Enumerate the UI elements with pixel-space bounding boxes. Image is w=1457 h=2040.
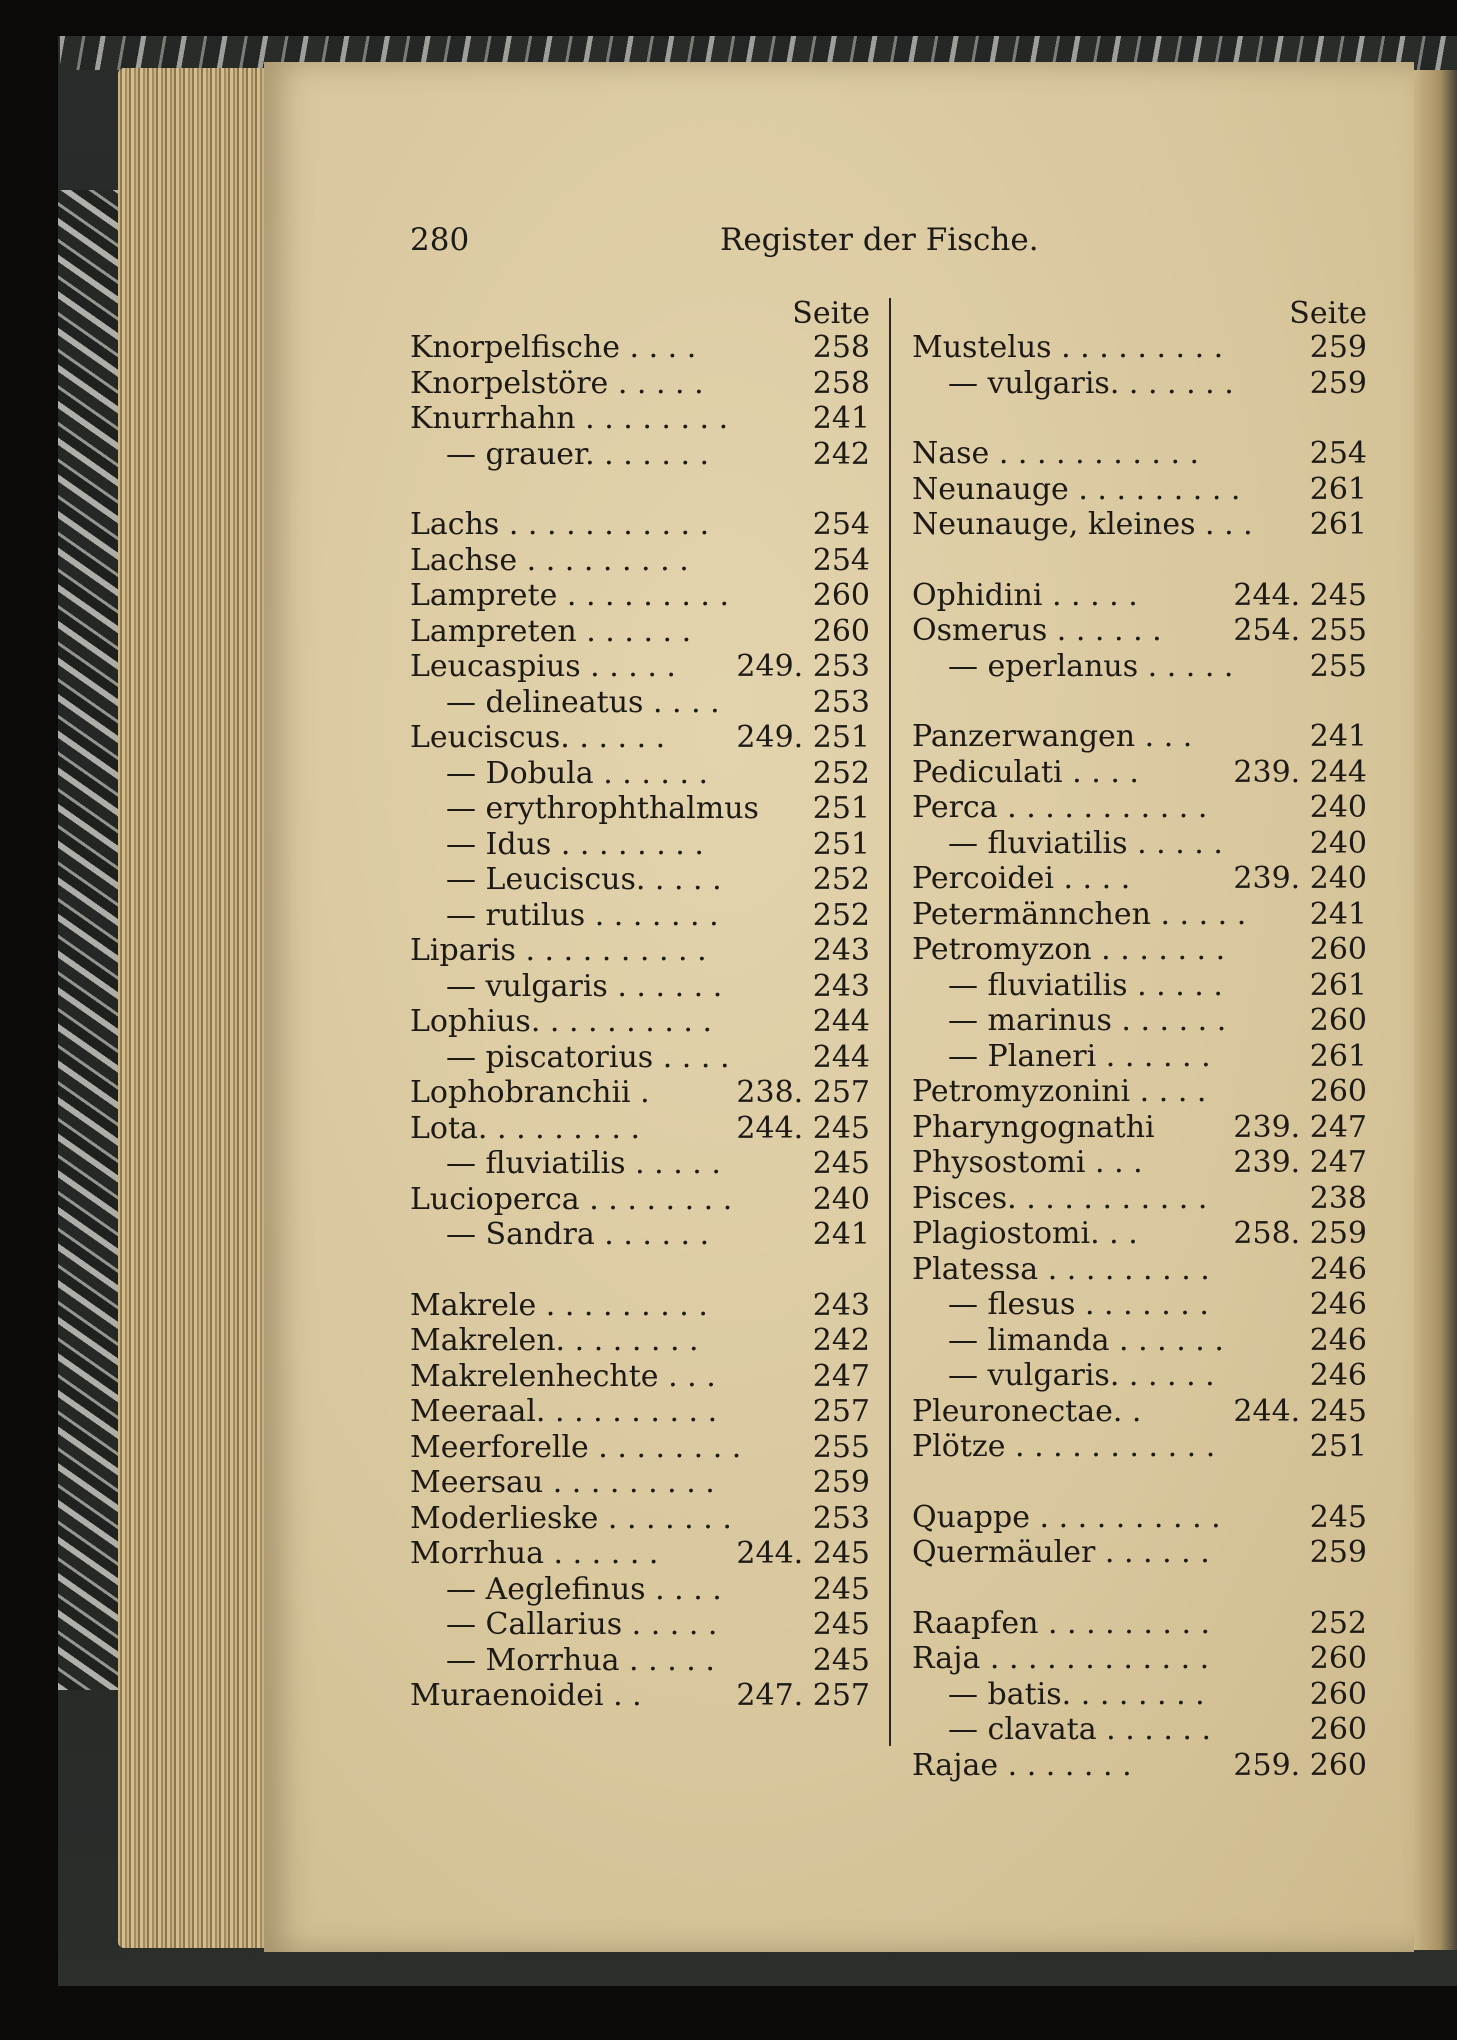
index-entry [410,1430,870,1466]
index-entry [912,790,1367,826]
entry-term: — piscatorius . . . . [446,1039,730,1075]
index-entry [912,968,1367,1004]
index-entry [410,437,870,473]
column-header [410,296,870,330]
index-entry [912,1181,1367,1217]
entry-term: — eperlanus . . . . . [948,648,1234,684]
entry-page-ref: 241 [1309,896,1367,932]
entry-page-ref: 259 [812,1465,870,1500]
index-entry [410,1004,870,1040]
index-entry [410,1146,870,1182]
index-entry [912,1074,1367,1110]
entry-term: Nase . . . . . . . . . . . [912,436,1200,471]
index-entry [410,1572,870,1608]
entry-page-ref: 240 [812,1181,870,1217]
entry-term: — Leuciscus. . . . . [446,862,722,897]
entry-term: Meeraal. . . . . . . . . . [410,1394,718,1429]
index-entry [912,1500,1367,1536]
index-entry [410,1501,870,1537]
entry-page-ref: 239. 240 [1233,861,1367,896]
column-header [912,296,1367,330]
entry-page-ref: 249. 253 [736,649,870,684]
entry-page-ref: 245 [1309,1499,1367,1535]
entry-page-ref: 259 [1309,330,1367,365]
entry-page-ref: 259 [1309,365,1367,401]
index-entry [410,1288,870,1324]
index-entry [410,507,870,543]
index-entry [410,756,870,792]
entry-term: Petromyzon . . . . . . . [912,932,1226,967]
entry-term: Perca . . . . . . . . . . . [912,790,1208,825]
entry-page-ref: 241 [1309,719,1367,754]
entry-page-ref: 252 [812,755,870,791]
entry-term: Pleuronectae. . [912,1393,1142,1429]
entry-term: Makrelenhechte . . . [410,1358,716,1394]
entry-page-ref: 258. 259 [1233,1216,1367,1251]
entry-term: Panzerwangen . . . [912,719,1193,754]
index-entry [912,1323,1367,1359]
index-entry [410,1536,870,1572]
entry-term: — vulgaris . . . . . . [446,968,723,1004]
index-entry [410,1465,870,1501]
entry-page-ref: 243 [812,968,870,1004]
index-entry [410,1040,870,1076]
entry-page-ref: 257 [812,1394,870,1429]
entry-page-ref: 254. 255 [1233,613,1367,648]
entry-page-ref: 247 [812,1358,870,1394]
entry-term: — Sandra . . . . . . [446,1217,710,1252]
entry-page-ref: 238. 257 [736,1075,870,1110]
entry-page-ref: 240 [1309,825,1367,861]
entry-page-ref: 255 [1309,648,1367,684]
index-entry [410,401,870,437]
entry-page-ref: 246 [1309,1322,1367,1358]
entry-page-ref: 245 [812,1642,870,1678]
index-entry [912,436,1367,472]
entry-page-ref: 244 [812,1039,870,1075]
entry-page-ref: 253 [812,1500,870,1536]
entry-page-ref: 258 [812,330,870,365]
index-entry [410,366,870,402]
entry-term: Lophius. . . . . . . . . . [410,1004,713,1039]
entry-term: Meersau . . . . . . . . . [410,1465,715,1500]
entry-page-ref: 252 [1309,1605,1367,1641]
entry-term: — erythrophthalmus [446,791,759,826]
index-entry [912,613,1367,649]
entry-page-ref: 240 [1309,790,1367,825]
entry-page-ref: 260 [1309,1641,1367,1676]
index-entry [912,1003,1367,1039]
index-entry [912,366,1367,402]
index-entry [912,755,1367,791]
index-entry [912,1429,1367,1465]
index-entry [410,543,870,579]
index-entry [912,507,1367,543]
index-entry [912,1712,1367,1748]
entry-term: Quappe . . . . . . . . . . [912,1499,1221,1535]
entry-term: — marinus . . . . . . [948,1003,1227,1038]
entry-page-ref: 242 [812,1323,870,1358]
entry-term: Moderlieske . . . . . . . [410,1500,732,1536]
entry-term: — Planeri . . . . . . [948,1038,1211,1074]
entry-page-ref: 260 [1309,1074,1367,1109]
index-entry [410,578,870,614]
entry-term: — fluviatilis . . . . . [948,825,1223,861]
entry-page-ref: 261 [1309,471,1367,507]
entry-term: Knorpelfische . . . . [410,330,697,365]
entry-page-ref: 259 [1309,1535,1367,1570]
entry-term: Petromyzonini . . . . [912,1074,1207,1109]
entry-page-ref: 239. 244 [1233,754,1367,790]
index-entry [410,933,870,969]
index-entry [912,649,1367,685]
index-entry [912,1110,1367,1146]
entry-term: Neunauge, kleines . . . [912,507,1253,542]
entry-page-ref: 260 [1309,1003,1367,1038]
entry-term: Petermännchen . . . . . [912,896,1247,932]
index-entry [912,1287,1367,1323]
entry-term: Lamprete . . . . . . . . . [410,578,730,613]
index-entry [410,649,870,685]
index-entry [410,1607,870,1643]
entry-term: — grauer. . . . . . . [446,436,710,472]
entry-term: — vulgaris. . . . . . [948,1358,1215,1393]
entry-term: Lachse . . . . . . . . . [410,542,689,578]
index-entry [410,1075,870,1111]
index-entry [912,1748,1367,1784]
entry-page-ref: 252 [812,897,870,933]
index-entry [912,1677,1367,1713]
index-entry [912,897,1367,933]
entry-term: — fluviatilis . . . . . [948,967,1223,1003]
entry-term: Plagiostomi. . . [912,1216,1138,1251]
entry-term: Leuciscus. . . . . . [410,720,666,755]
entry-term: Pediculati . . . . [912,754,1139,790]
entry-page-ref: 238 [1309,1180,1367,1216]
entry-term: Platessa . . . . . . . . . [912,1251,1210,1287]
index-entry [912,578,1367,614]
entry-term: Muraenoidei . . [410,1678,642,1713]
entry-page-ref: 255 [812,1429,870,1465]
index-entry [410,791,870,827]
entry-term: Morrhua . . . . . . [410,1536,659,1571]
entry-term: Meerforelle . . . . . . . . [410,1429,742,1465]
index-column-left [410,296,870,1714]
entry-term: — clavata . . . . . . [948,1712,1212,1747]
entry-term: Lota. . . . . . . . . [410,1110,641,1146]
entry-page-ref: 245 [812,1146,870,1181]
index-entry [912,932,1367,968]
entry-page-ref: 245 [812,1607,870,1642]
entry-term: — limanda . . . . . . [948,1322,1224,1358]
entry-page-ref: 254 [812,542,870,578]
index-entry [912,826,1367,862]
entry-term: Ophidini . . . . . [912,577,1138,613]
index-entry [410,1182,870,1218]
entry-term: — vulgaris. . . . . . . [948,365,1234,401]
entry-term: Leucaspius . . . . . [410,649,676,684]
entry-term: — delineatus . . . . [446,684,720,720]
index-entry [912,1606,1367,1642]
entry-page-ref: 244. 245 [736,1110,870,1146]
entry-page-ref: 243 [812,1287,870,1323]
entry-page-ref: 261 [1309,967,1367,1003]
entry-page-ref: 244. 245 [1233,577,1367,613]
entry-term: — batis. . . . . . . . [948,1676,1205,1712]
entry-page-ref: 239. 247 [1233,1145,1367,1180]
index-entry [410,1394,870,1430]
entry-term: Raapfen . . . . . . . . . [912,1605,1211,1641]
entry-page-ref: 241 [812,1217,870,1252]
index-entry [912,1252,1367,1288]
page-number: 280 [410,222,470,258]
entry-page-ref: 260 [1309,932,1367,967]
entry-page-ref: 246 [1309,1287,1367,1322]
entry-term: Knurrhahn . . . . . . . . [410,401,729,436]
entry-term: Pharyngognathi [912,1109,1155,1145]
entry-page-ref: 259. 260 [1233,1747,1367,1783]
index-entry [410,969,870,1005]
entry-page-ref: 246 [1309,1251,1367,1287]
entry-term: — fluviatilis . . . . . [446,1146,721,1181]
index-entry [410,1323,870,1359]
entry-term: Makrelen. . . . . . . . [410,1323,699,1358]
index-entry [912,1394,1367,1430]
entry-term: Percoidei . . . . [912,861,1131,896]
entry-page-ref: 258 [812,365,870,401]
seite-label: Seite [1289,296,1367,331]
entry-term: — Idus . . . . . . . . [446,826,704,862]
entry-term: Rajae . . . . . . . [912,1747,1132,1783]
index-entry [912,1535,1367,1571]
entry-term: — Aeglefinus . . . . [446,1571,722,1607]
entry-page-ref: 260 [1309,1676,1367,1712]
entry-term: Quermäuler . . . . . . [912,1535,1210,1570]
page-gutter [1414,70,1457,1950]
column-divider [889,298,891,1746]
entry-page-ref: 244. 245 [1233,1393,1367,1429]
index-entry [912,861,1367,897]
index-entry [410,330,870,366]
entry-term: Knorpelstöre . . . . . [410,365,704,401]
entry-term: — Morrhua . . . . . [446,1642,715,1678]
index-entry [410,1359,870,1395]
entry-term: Lachs . . . . . . . . . . . [410,507,710,542]
entry-term: Lampreten . . . . . . [410,613,692,649]
index-entry [410,685,870,721]
entry-page-ref: 254 [812,507,870,542]
entry-page-ref: 260 [812,578,870,613]
entry-term: — Callarius . . . . . [446,1607,718,1642]
entry-page-ref: 249. 251 [736,720,870,755]
index-entry [912,1641,1367,1677]
entry-page-ref: 260 [1309,1712,1367,1747]
entry-term: Mustelus . . . . . . . . . [912,330,1224,365]
entry-term: Liparis . . . . . . . . . . [410,933,707,968]
entry-page-ref: 242 [812,436,870,472]
index-entry [410,1217,870,1253]
entry-page-ref: 239. 247 [1233,1109,1367,1145]
entry-term: Makrele . . . . . . . . . [410,1287,708,1323]
index-entry [912,719,1367,755]
seite-label: Seite [792,296,870,331]
entry-page-ref: 261 [1309,1038,1367,1074]
index-column-right [912,296,1367,1783]
index-entry [410,862,870,898]
entry-page-ref: 254 [1309,436,1367,471]
index-entry [410,614,870,650]
entry-page-ref: 252 [812,862,870,897]
entry-term: — flesus . . . . . . . [948,1287,1209,1322]
entry-term: Physostomi . . . [912,1145,1143,1180]
running-head: Register der Fische. [720,222,1039,258]
entry-term: Lucioperca . . . . . . . . [410,1181,733,1217]
entry-term: Raja . . . . . . . . . . . . [912,1641,1210,1676]
entry-term: Lophobranchii . [410,1075,650,1110]
index-entry [410,1678,870,1714]
index-entry [410,720,870,756]
entry-page-ref: 246 [1309,1358,1367,1393]
index-entry [410,898,870,934]
index-entry [410,1643,870,1679]
page-edges [118,68,268,1948]
index-entry [912,1145,1367,1181]
index-entry [912,330,1367,366]
entry-page-ref: 241 [812,401,870,436]
entry-page-ref: 245 [812,1571,870,1607]
entry-page-ref: 243 [812,933,870,968]
entry-page-ref: 251 [812,791,870,826]
index-entry [912,472,1367,508]
entry-term: — Dobula . . . . . . [446,755,709,791]
entry-term: Pisces. . . . . . . . . . . [912,1180,1208,1216]
cover-marbling-left [58,190,118,1690]
entry-page-ref: 253 [812,684,870,720]
entry-page-ref: 244 [812,1004,870,1039]
index-entry [912,1216,1367,1252]
entry-page-ref: 251 [1309,1429,1367,1464]
entry-page-ref: 261 [1309,507,1367,542]
entry-term: Neunauge . . . . . . . . . [912,471,1241,507]
entry-term: Osmerus . . . . . . [912,613,1162,648]
index-entry [912,1358,1367,1394]
entry-page-ref: 260 [812,613,870,649]
entry-page-ref: 244. 245 [736,1536,870,1571]
entry-page-ref: 247. 257 [736,1678,870,1713]
entry-page-ref: 251 [812,826,870,862]
entry-term: Plötze . . . . . . . . . . . [912,1429,1216,1464]
index-entry [410,1111,870,1147]
index-entry [410,827,870,863]
entry-term: — rutilus . . . . . . . [446,897,719,933]
index-entry [912,1039,1367,1075]
